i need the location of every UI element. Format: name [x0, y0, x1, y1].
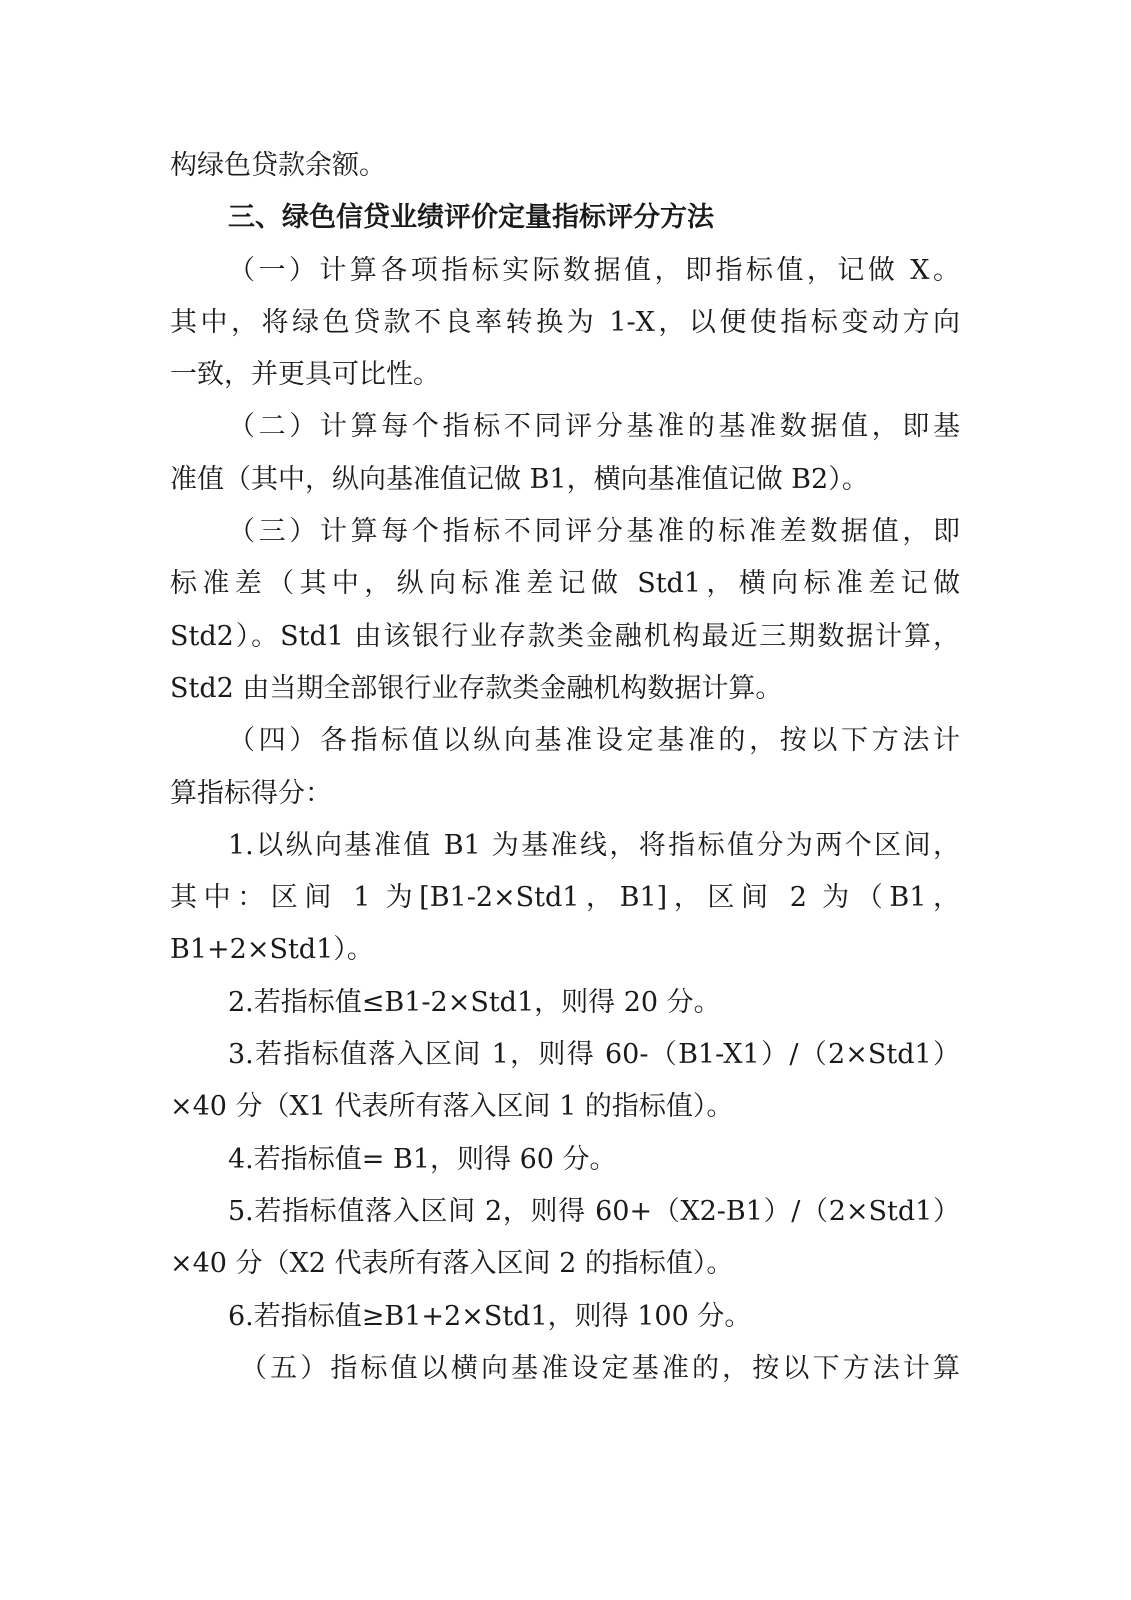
paragraph-line: 其中，将绿色贷款不良率转换为 1-X，以便使指标变动方向 [170, 306, 960, 338]
paragraph-line: （三）计算每个指标不同评分基准的标准差数据值，即 [228, 516, 960, 548]
section-heading: 三、绿色信贷业绩评价定量指标评分方法 [228, 202, 714, 234]
paragraph-line: 1.以纵向基准值 B1 为基准线，将指标值分为两个区间， [228, 829, 960, 861]
paragraph-line: Std2）。Std1 由该银行业存款类金融机构最近三期数据计算， [170, 620, 960, 652]
paragraph-line: （一）计算各项指标实际数据值，即指标值，记做 X。 [228, 254, 960, 286]
paragraph-line: ×40 分（X2 代表所有落入区间 2 的指标值）。 [170, 1248, 734, 1280]
paragraph-line: 准值（其中，纵向基准值记做 B1，横向基准值记做 B2）。 [170, 463, 869, 495]
paragraph-line: 5.若指标值落入区间 2，则得 60+（X2-B1）/（2×Std1） [228, 1195, 960, 1227]
paragraph-line: （四）各指标值以纵向基准设定基准的，按以下方法计 [228, 725, 960, 757]
paragraph-line: 算指标得分： [170, 777, 332, 809]
paragraph-line: Std2 由当期全部银行业存款类金融机构数据计算。 [170, 672, 783, 704]
paragraph-line: 4.若指标值= B1，则得 60 分。 [228, 1143, 617, 1175]
document-body [170, 140, 960, 1395]
paragraph-line: 2.若指标值≤B1-2×Std1，则得 20 分。 [228, 986, 721, 1018]
paragraph-line: （五）指标值以横向基准设定基准的，按以下方法计算 [240, 1352, 960, 1384]
paragraph-line: （二）计算每个指标不同评分基准的基准数据值，即基 [228, 411, 960, 443]
paragraph-line: ×40 分（X1 代表所有落入区间 1 的指标值）。 [170, 1091, 734, 1123]
paragraph-line: 3.若指标值落入区间 1，则得 60-（B1-X1）/（2×Std1） [228, 1039, 960, 1071]
paragraph-line: 6.若指标值≥B1+2×Std1，则得 100 分。 [228, 1300, 752, 1332]
paragraph-line: 构绿色贷款余额。 [170, 150, 386, 181]
paragraph-line: B1+2×Std1）。 [170, 934, 374, 966]
paragraph-line: 其中：区间 1 为[B1-2×Std1，B1]，区间 2 为（B1， [170, 882, 960, 914]
paragraph-line: 一致，并更具可比性。 [170, 359, 440, 391]
paragraph-line: 标准差（其中，纵向标准差记做 Std1，横向标准差记做 [170, 568, 960, 600]
